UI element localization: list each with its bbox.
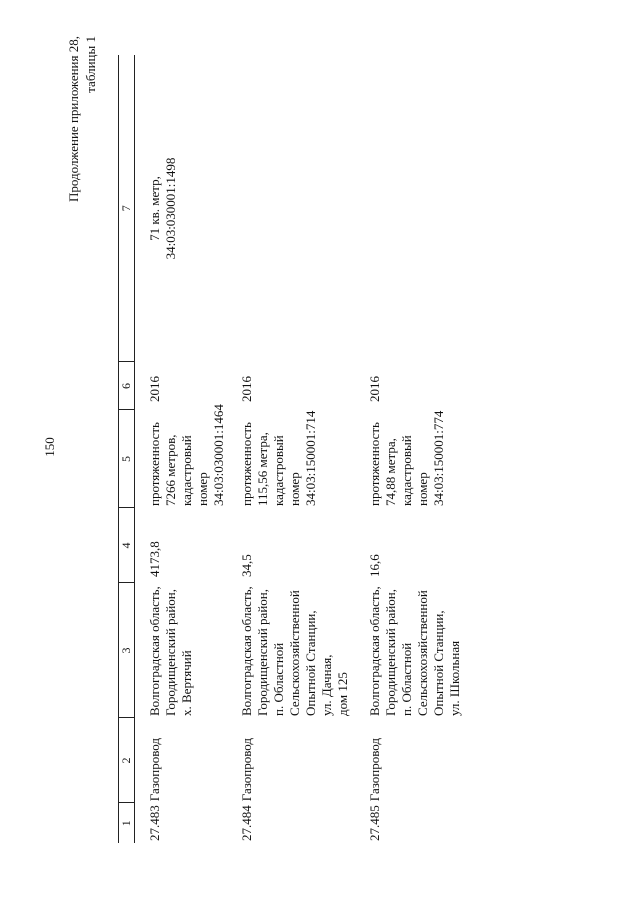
column-header: 4 — [119, 508, 135, 583]
column-header: 3 — [119, 583, 135, 718]
characteristics-line: кадастровый — [399, 435, 414, 506]
column-header: 7 — [119, 55, 135, 362]
value-cell: 16,6 — [367, 554, 382, 577]
note-cell — [227, 55, 355, 362]
characteristics-line: 34:03:150001:714 — [303, 410, 318, 506]
characteristics-line: протяженность — [147, 422, 162, 506]
row-number: 27.484 — [239, 805, 254, 841]
characteristics-line: номер — [195, 472, 210, 506]
address-cell — [355, 583, 487, 718]
heading-line-2: таблицы 1 — [83, 36, 98, 93]
note-line: 71 кв. метр, — [147, 176, 162, 241]
value-cell: 34,5 — [239, 554, 254, 577]
characteristics-line: протяженность — [239, 422, 254, 506]
address-line: Городищенский район, — [163, 589, 178, 716]
table-row — [227, 55, 355, 843]
characteristics-line: протяженность — [367, 422, 382, 506]
object-name: Газопровод — [367, 737, 382, 802]
address-line: ул. Школьная — [447, 640, 462, 716]
address-line: Городищенский район, — [255, 589, 270, 716]
characteristics-line: кадастровый — [271, 435, 286, 506]
column-header: 1 — [119, 803, 135, 843]
characteristics-line: 34:03:150001:774 — [431, 410, 446, 506]
column-header: 5 — [119, 410, 135, 508]
characteristics-line: 115,56 метра, — [255, 432, 270, 506]
note-cell — [135, 55, 228, 362]
address-line: ул. Дачная, — [319, 654, 334, 716]
table-row — [135, 55, 228, 843]
characteristics-cell — [135, 404, 228, 508]
rotated-table-container — [118, 55, 516, 843]
characteristics-line: 34:03:030001:1464 — [211, 404, 226, 506]
object-name: Газопровод — [147, 737, 162, 802]
note-line: 34:03:030001:1498 — [163, 157, 178, 260]
characteristics-line: кадастровый — [179, 435, 194, 506]
characteristics-line: 7266 метров, — [163, 434, 178, 506]
year-cell: 2016 — [147, 376, 162, 402]
note-cell — [355, 55, 487, 362]
address-line: Опытной Станции, — [431, 610, 446, 716]
characteristics-line: 74,88 метра, — [383, 438, 398, 506]
address-line: х. Вертячий — [179, 650, 194, 716]
row-number-name-cell — [355, 718, 487, 843]
row-number: 27.483 — [147, 805, 162, 841]
address-line: дом 125 — [335, 672, 350, 716]
continuation-heading — [65, 36, 101, 286]
page-number: 150 — [42, 437, 57, 457]
address-line: Волгоградская область, — [147, 586, 162, 716]
characteristics-line: номер — [287, 472, 302, 506]
header-row — [119, 55, 135, 843]
address-cell — [227, 583, 355, 718]
characteristics-cell — [355, 410, 487, 508]
address-line: Волгоградская область, — [239, 586, 254, 716]
heading-line-1: Продолжение приложения 28, — [66, 36, 81, 203]
object-name: Газопровод — [239, 737, 254, 802]
row-number-name-cell — [227, 718, 355, 843]
year-cell: 2016 — [239, 376, 254, 402]
row-number: 27.485 — [367, 805, 382, 841]
table-row — [355, 55, 487, 843]
address-line: п. Областной — [271, 642, 286, 716]
address-line: Сельскохозяйственной — [415, 590, 430, 716]
characteristics-line: номер — [415, 472, 430, 506]
address-cell — [135, 583, 228, 718]
address-line: Волгоградская область, — [367, 586, 382, 716]
column-header: 2 — [119, 718, 135, 803]
column-header: 6 — [119, 362, 135, 410]
value-cell: 4173,8 — [147, 541, 162, 577]
characteristics-cell — [227, 410, 355, 508]
address-line: Городищенский район, — [383, 589, 398, 716]
address-line: п. Областной — [399, 642, 414, 716]
data-table — [118, 55, 487, 843]
row-number-name-cell — [135, 718, 228, 843]
year-cell: 2016 — [367, 376, 382, 402]
address-line: Сельскохозяйственной — [287, 590, 302, 716]
address-line: Опытной Станции, — [303, 610, 318, 716]
